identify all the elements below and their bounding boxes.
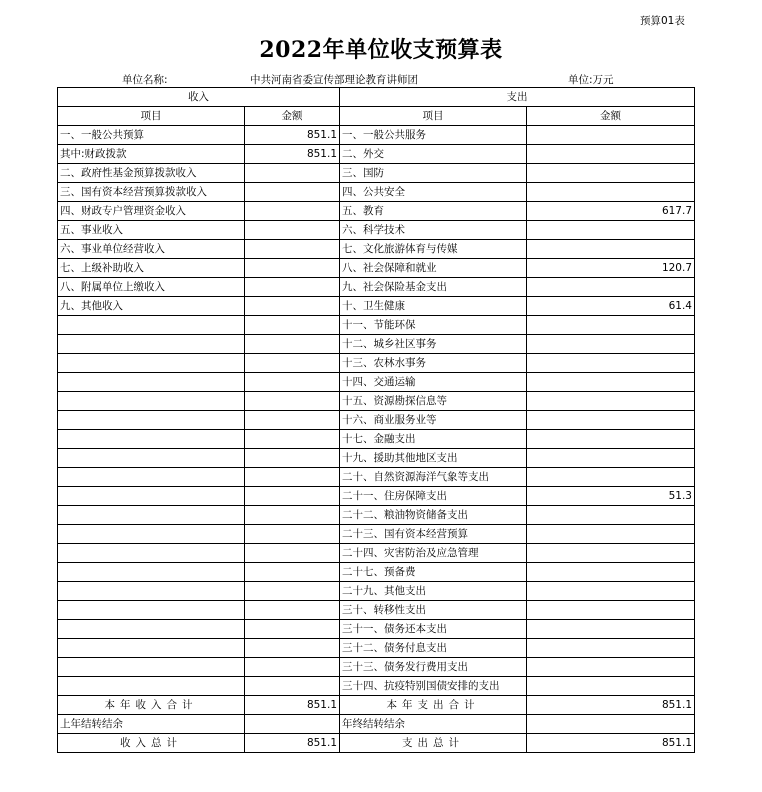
income-amount-cell bbox=[245, 164, 340, 183]
income-amount-cell: 851.1 bbox=[245, 145, 340, 164]
income-amount-cell bbox=[245, 601, 340, 620]
budget-table bbox=[57, 87, 695, 753]
expense-amount-cell: 617.7 bbox=[527, 202, 695, 221]
table-row bbox=[58, 354, 695, 373]
table-row bbox=[58, 449, 695, 468]
income-amount-cell bbox=[245, 202, 340, 221]
income-header: 收入 bbox=[58, 88, 340, 107]
expense-item-header: 项目 bbox=[340, 107, 527, 126]
expense-item-cell: 十七、金融支出 bbox=[340, 430, 527, 449]
expense-amount-cell: 61.4 bbox=[527, 297, 695, 316]
income-amount-cell bbox=[245, 525, 340, 544]
income-item-cell bbox=[58, 658, 245, 677]
expense-amount-cell bbox=[527, 525, 695, 544]
expense-item-cell: 二、外交 bbox=[340, 145, 527, 164]
page-title: 2022年单位收支预算表 bbox=[259, 37, 503, 63]
expense-item-cell: 三十二、债务付息支出 bbox=[340, 639, 527, 658]
income-amount-cell bbox=[245, 259, 340, 278]
income-item-cell: 五、事业收入 bbox=[58, 221, 245, 240]
expense-amount-cell bbox=[527, 126, 695, 145]
income-amount-cell bbox=[245, 183, 340, 202]
income-total-amount bbox=[245, 715, 340, 734]
expense-amount-cell bbox=[527, 240, 695, 259]
income-amount-cell bbox=[245, 278, 340, 297]
table-row bbox=[58, 126, 695, 145]
expense-item-cell: 十五、资源勘探信息等 bbox=[340, 392, 527, 411]
income-item-header: 项目 bbox=[58, 107, 245, 126]
income-total-amount: 851.1 bbox=[245, 696, 340, 715]
table-row bbox=[58, 677, 695, 696]
income-item-cell: 二、政府性基金预算拨款收入 bbox=[58, 164, 245, 183]
unit-info-row bbox=[0, 72, 762, 86]
income-amount-cell bbox=[245, 297, 340, 316]
income-amount-cell bbox=[245, 240, 340, 259]
expense-amount-cell bbox=[527, 373, 695, 392]
expense-item-cell: 八、社会保障和就业 bbox=[340, 259, 527, 278]
table-row bbox=[58, 240, 695, 259]
income-item-cell bbox=[58, 335, 245, 354]
income-amount-cell bbox=[245, 544, 340, 563]
expense-amount-cell bbox=[527, 658, 695, 677]
table-row bbox=[58, 373, 695, 392]
income-item-cell bbox=[58, 468, 245, 487]
expense-item-cell: 九、社会保险基金支出 bbox=[340, 278, 527, 297]
expense-item-cell: 六、科学技术 bbox=[340, 221, 527, 240]
unit-name-label: 单位名称: bbox=[122, 74, 168, 86]
income-amount-cell bbox=[245, 506, 340, 525]
table-row bbox=[58, 468, 695, 487]
income-amount-cell bbox=[245, 221, 340, 240]
table-row bbox=[58, 335, 695, 354]
total-row bbox=[58, 696, 695, 715]
expense-amount-cell bbox=[527, 582, 695, 601]
table-row bbox=[58, 392, 695, 411]
income-item-cell bbox=[58, 582, 245, 601]
table-row bbox=[58, 430, 695, 449]
expense-amount-cell bbox=[527, 221, 695, 240]
expense-item-cell: 七、文化旅游体育与传媒 bbox=[340, 240, 527, 259]
expense-amount-cell bbox=[527, 145, 695, 164]
income-item-cell: 三、国有资本经营预算拨款收入 bbox=[58, 183, 245, 202]
income-item-cell: 九、其他收入 bbox=[58, 297, 245, 316]
table-row bbox=[58, 183, 695, 202]
table-row bbox=[58, 525, 695, 544]
income-item-cell bbox=[58, 639, 245, 658]
expense-item-cell: 十三、农林水事务 bbox=[340, 354, 527, 373]
expense-amount-cell bbox=[527, 677, 695, 696]
expense-item-cell: 五、教育 bbox=[340, 202, 527, 221]
expense-item-cell: 十、卫生健康 bbox=[340, 297, 527, 316]
expense-amount-cell bbox=[527, 506, 695, 525]
income-amount-cell bbox=[245, 487, 340, 506]
expense-amount-cell bbox=[527, 468, 695, 487]
table-row bbox=[58, 145, 695, 164]
expense-amount-cell bbox=[527, 544, 695, 563]
expense-amount-cell bbox=[527, 430, 695, 449]
table-row bbox=[58, 487, 695, 506]
income-amount-cell bbox=[245, 335, 340, 354]
expense-amount-cell bbox=[527, 354, 695, 373]
income-item-cell: 四、财政专户管理资金收入 bbox=[58, 202, 245, 221]
table-row bbox=[58, 639, 695, 658]
table-row bbox=[58, 601, 695, 620]
expense-item-cell: 十一、节能环保 bbox=[340, 316, 527, 335]
income-item-cell bbox=[58, 449, 245, 468]
table-subheader-row bbox=[58, 107, 695, 126]
expense-amount-cell: 120.7 bbox=[527, 259, 695, 278]
expense-total-amount: 851.1 bbox=[527, 734, 695, 753]
expense-item-cell: 二十一、住房保障支出 bbox=[340, 487, 527, 506]
income-amount-cell bbox=[245, 373, 340, 392]
expense-item-cell: 十九、援助其他地区支出 bbox=[340, 449, 527, 468]
income-amount-cell: 851.1 bbox=[245, 126, 340, 145]
income-total-label: 上年结转结余 bbox=[58, 715, 245, 734]
income-amount-cell bbox=[245, 354, 340, 373]
expense-amount-cell bbox=[527, 563, 695, 582]
table-row bbox=[58, 259, 695, 278]
income-amount-cell bbox=[245, 658, 340, 677]
income-item-cell bbox=[58, 544, 245, 563]
income-item-cell: 一、一般公共预算 bbox=[58, 126, 245, 145]
expense-amount-cell bbox=[527, 316, 695, 335]
income-item-cell bbox=[58, 620, 245, 639]
expense-item-cell: 四、公共安全 bbox=[340, 183, 527, 202]
budget-table-body bbox=[58, 88, 695, 753]
income-amount-cell bbox=[245, 639, 340, 658]
income-total-label: 收入总计 bbox=[58, 734, 245, 753]
unit-label: 单位:万元 bbox=[568, 74, 614, 86]
income-amount-cell bbox=[245, 449, 340, 468]
form-number: 预算01表 bbox=[640, 15, 685, 27]
expense-total-amount bbox=[527, 715, 695, 734]
total-row bbox=[58, 715, 695, 734]
income-amount-cell bbox=[245, 620, 340, 639]
income-amount-cell bbox=[245, 411, 340, 430]
income-item-cell bbox=[58, 316, 245, 335]
income-item-cell: 八、附属单位上缴收入 bbox=[58, 278, 245, 297]
income-amount-cell bbox=[245, 563, 340, 582]
expense-item-cell: 一、一般公共服务 bbox=[340, 126, 527, 145]
unit-name: 中共河南省委宣传部理论教育讲师团 bbox=[250, 74, 418, 86]
expense-item-cell: 十二、城乡社区事务 bbox=[340, 335, 527, 354]
expense-total-label: 本年支出合计 bbox=[340, 696, 527, 715]
income-item-cell bbox=[58, 677, 245, 696]
income-item-cell bbox=[58, 354, 245, 373]
income-item-cell bbox=[58, 430, 245, 449]
income-amount-cell bbox=[245, 677, 340, 696]
table-row bbox=[58, 278, 695, 297]
income-item-cell bbox=[58, 373, 245, 392]
income-item-cell bbox=[58, 525, 245, 544]
income-item-cell: 七、上级补助收入 bbox=[58, 259, 245, 278]
table-row bbox=[58, 563, 695, 582]
income-amount-cell bbox=[245, 468, 340, 487]
expense-amount-cell bbox=[527, 601, 695, 620]
income-item-cell bbox=[58, 506, 245, 525]
expense-item-cell: 三十、转移性支出 bbox=[340, 601, 527, 620]
expense-item-cell: 三十一、债务还本支出 bbox=[340, 620, 527, 639]
expense-item-cell: 十六、商业服务业等 bbox=[340, 411, 527, 430]
expense-amount-cell bbox=[527, 620, 695, 639]
expense-item-cell: 三、国防 bbox=[340, 164, 527, 183]
table-row bbox=[58, 297, 695, 316]
total-row bbox=[58, 734, 695, 753]
expense-amount-cell bbox=[527, 335, 695, 354]
expense-amount-cell bbox=[527, 639, 695, 658]
income-item-cell bbox=[58, 601, 245, 620]
expense-item-cell: 二十二、粮油物资储备支出 bbox=[340, 506, 527, 525]
expense-amount-cell bbox=[527, 164, 695, 183]
expense-item-cell: 十四、交通运输 bbox=[340, 373, 527, 392]
expense-total-label: 支出总计 bbox=[340, 734, 527, 753]
expense-amount-cell: 51.3 bbox=[527, 487, 695, 506]
income-amount-cell bbox=[245, 392, 340, 411]
income-amount-cell bbox=[245, 316, 340, 335]
expense-item-cell: 三十三、债务发行费用支出 bbox=[340, 658, 527, 677]
income-item-cell bbox=[58, 392, 245, 411]
expense-amount-cell bbox=[527, 278, 695, 297]
income-item-cell: 六、事业单位经营收入 bbox=[58, 240, 245, 259]
expense-item-cell: 二十、自然资源海洋气象等支出 bbox=[340, 468, 527, 487]
expense-amount-cell bbox=[527, 392, 695, 411]
expense-total-amount: 851.1 bbox=[527, 696, 695, 715]
expense-item-cell: 三十四、抗疫特别国债安排的支出 bbox=[340, 677, 527, 696]
income-item-cell bbox=[58, 487, 245, 506]
income-item-cell bbox=[58, 563, 245, 582]
table-row bbox=[58, 620, 695, 639]
expense-item-cell: 二十三、国有资本经营预算 bbox=[340, 525, 527, 544]
table-row bbox=[58, 582, 695, 601]
table-row bbox=[58, 164, 695, 183]
expense-amount-cell bbox=[527, 411, 695, 430]
expense-total-label: 年终结转结余 bbox=[340, 715, 527, 734]
income-amount-cell bbox=[245, 430, 340, 449]
income-total-label: 本年收入合计 bbox=[58, 696, 245, 715]
income-item-cell: 其中:财政拨款 bbox=[58, 145, 245, 164]
table-row bbox=[58, 221, 695, 240]
table-row bbox=[58, 658, 695, 677]
expense-item-cell: 二十九、其他支出 bbox=[340, 582, 527, 601]
income-total-amount: 851.1 bbox=[245, 734, 340, 753]
income-item-cell bbox=[58, 411, 245, 430]
table-row bbox=[58, 506, 695, 525]
income-amount-header: 金额 bbox=[245, 107, 340, 126]
table-row bbox=[58, 202, 695, 221]
income-amount-cell bbox=[245, 582, 340, 601]
expense-item-cell: 二十四、灾害防治及应急管理 bbox=[340, 544, 527, 563]
expense-item-cell: 二十七、预备费 bbox=[340, 563, 527, 582]
table-row bbox=[58, 316, 695, 335]
table-row bbox=[58, 411, 695, 430]
expense-amount-cell bbox=[527, 449, 695, 468]
expense-amount-cell bbox=[527, 183, 695, 202]
table-row bbox=[58, 544, 695, 563]
table-header-row bbox=[58, 88, 695, 107]
expense-amount-header: 金额 bbox=[527, 107, 695, 126]
expense-header: 支出 bbox=[340, 88, 695, 107]
